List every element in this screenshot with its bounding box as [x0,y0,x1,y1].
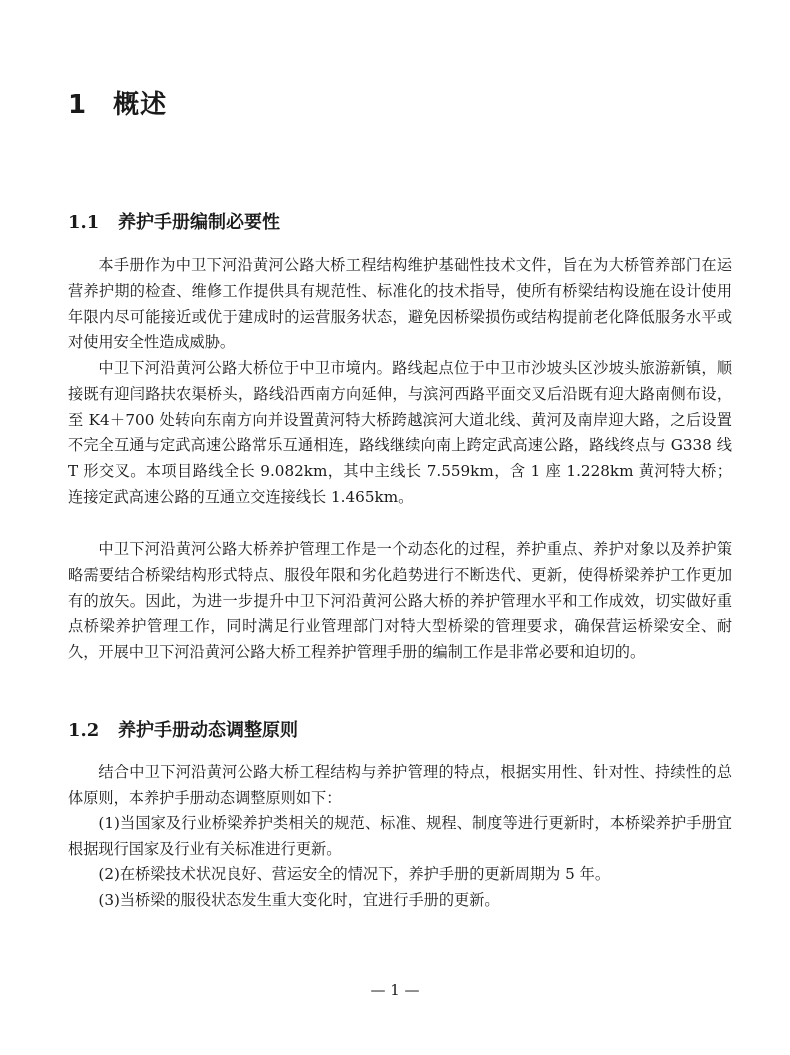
chapter-title [68,84,167,121]
section-title-text: 养护手册动态调整原则 [118,720,298,741]
section-title-text: 养护手册编制必要性 [118,212,280,233]
section-number: 1.1 [68,212,100,233]
paragraph: 中卫下河沿黄河公路大桥养护管理工作是一个动态化的过程，养护重点、养护对象以及养护策略需要结合桥梁结构形式特点、服役年限和劣化趋势进行不断迭代、更新，使得桥梁养护工作更加有的放矢。因此，为进一步提升中卫下河沿黄河公路大桥的养护管理水平和工作成效，切实做好重点桥梁养护管理工作，同时满足行业管理部门对特大型桥梁的管理要求，确保营运桥梁安全、耐久，开展中卫下河沿黄河公路大桥工程养护管理手册的编制工作是非常必要和迫切的。 [68,540,732,662]
section-heading-1-2 [68,716,298,742]
paragraph: 中卫下河沿黄河公路大桥位于中卫市境内。路线起点位于中卫市沙坡头区沙坡头旅游新镇，顺接既有迎闫路扶农渠桥头，路线沿西南方向延伸，与滨河西路平面交叉后沿既有迎大路南侧布设，至 K4＋700 处转向东南方向并设置黄河特大桥跨越滨河大道北线、黄河及南岸迎大路，之后设置不完全互通与定武高速公路常乐互通相连，路线继续向南上跨定武高速公路，路线终点与 G338 线 T 形交叉。本项目路线全长 9.082km，其中主线长 7.559km，含 1 座 1.228km 黄河特大桥；连接定武高速公路的互通立交连接线长 1.465km。 [68,359,732,506]
section-heading-1-1 [68,208,280,234]
paragraph: 结合中卫下河沿黄河公路大桥工程结构与养护管理的特点，根据实用性、针对性、持续性的总体原则，本养护手册动态调整原则如下： [68,763,732,807]
list-item: (1)当国家及行业桥梁养护类相关的规范、标准、规程、制度等进行更新时，本桥梁养护手册宜根据现行国家及行业有关标准进行更新。 [68,814,732,858]
chapter-title-text: 概述 [113,90,168,120]
page-number: — 1 — [370,981,420,999]
chapter-number: 1 [68,90,88,120]
section-number: 1.2 [68,720,100,741]
paragraph: 本手册作为中卫下河沿黄河公路大桥工程结构维护基础性技术文件，旨在为大桥管养部门在运营养护期的检查、维修工作提供具有规范性、标准化的技术指导，使所有桥梁结构设施在设计使用年限内尽可能接近或优于建成时的运营服务状态，避免因桥梁损伤或结构提前老化降低服务水平或对使用安全性造成威胁。 [68,256,732,352]
list-item: (3)当桥梁的服役状态发生重大变化时，宜进行手册的更新。 [98,891,500,909]
list-item: (2)在桥梁技术状况良好、营运安全的情况下，养护手册的更新周期为 5 年。 [98,865,611,883]
